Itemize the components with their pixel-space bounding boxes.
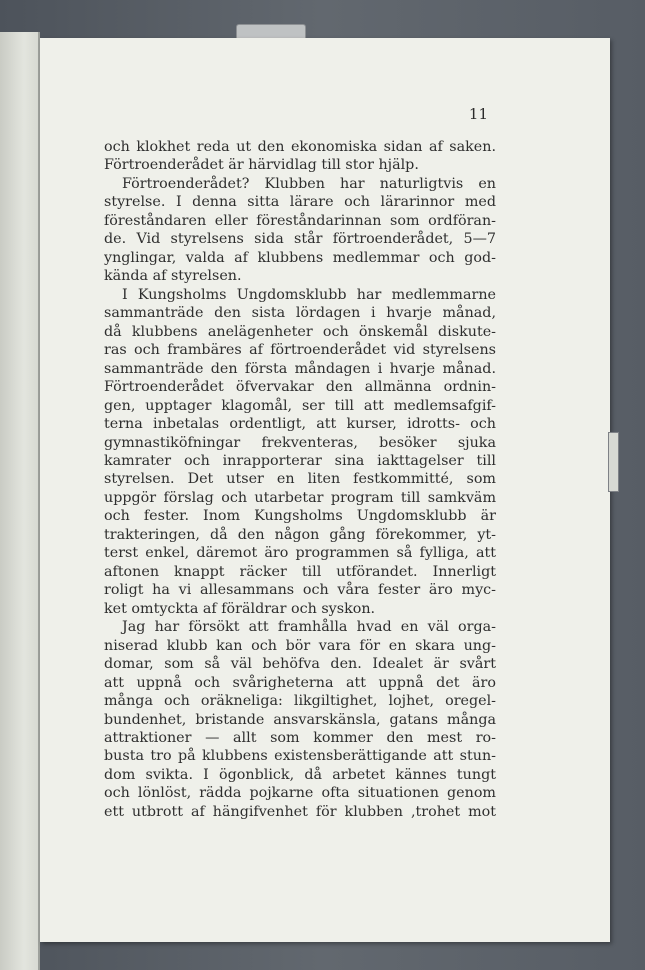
text-line: busta tro på klubbens existensberättigande att stun- <box>104 748 496 765</box>
page-edge-tab <box>608 432 619 492</box>
text-line: styrelse. I denna sitta lärare och lärarinnor med <box>104 194 496 211</box>
text-line: ett utbrott af hängifvenhet för klubben ,trohet mot <box>104 803 496 820</box>
text-line: och fester. Inom Kungsholms Ungdomsklubb är <box>104 508 496 525</box>
facing-page-edge <box>0 32 40 970</box>
text-line: attraktioner — allt som kommer den mest ro- <box>104 730 496 746</box>
text-line: bundenhet, bristande ansvarskänsla, gatans många <box>104 711 496 728</box>
text-line: de. Vid styrelsens sida står förtroenderådet, 5—7 <box>104 231 496 248</box>
text-line: gen, upptager klagomål, ser till att medlemsafgif- <box>104 397 496 414</box>
text-line: Förtroenderådet? Klubben har naturligtvis en <box>122 175 496 192</box>
text-line: ket omtyckta af föräldrar och syskon. <box>104 600 376 617</box>
text-line: att uppnå och svårigheterna att uppnå det äro <box>104 674 496 691</box>
text-line: sammanträde den sista lördagen i hvarje månad, <box>104 305 496 322</box>
text-line: terna inbetalas ordentligt, att kurser, idrotts- och <box>104 416 496 433</box>
text-line: terst enkel, däremot äro programmen så fylliga, att <box>104 545 496 562</box>
text-line: föreståndaren eller föreståndarinnan som ordföran- <box>104 212 496 229</box>
text-line: roligt ha vi allesammans och våra fester äro myc- <box>104 582 496 599</box>
text-line: styrelsen. Det utser en liten festkommitté, som <box>104 471 496 488</box>
text-line: uppgör förslag och utarbetar program till samkväm <box>104 489 496 506</box>
text-line: Förtroenderådet är härvidlag till stor hjälp. <box>104 157 419 174</box>
text-line: niserad klubb kan och bör vara för en skara ung- <box>104 637 496 654</box>
text-line: ras och frambäres af förtroenderådet vid styrelsens <box>104 342 496 359</box>
text-line: Förtroenderådet öfvervakar den allmänna ordnin- <box>104 379 496 396</box>
page-number: 11 <box>468 105 488 123</box>
text-line: många och oräkneliga: likgiltighet, lojhet, oregel- <box>104 693 496 710</box>
book-page <box>40 38 610 942</box>
text-line: trakteringen, då den någon gång förekommer, yt- <box>104 526 496 543</box>
text-line: gymnastiköfningar frekventeras, besöker sjuka <box>104 434 496 451</box>
text-line: ynglingar, valda af klubbens medlemmar och god- <box>104 249 496 266</box>
text-line: och klokhet reda ut den ekonomiska sidan af saken. <box>104 139 496 155</box>
text-line: då klubbens anelägenheter och önskemål diskute- <box>104 323 496 340</box>
text-line: domar, som så väl behöfva den. Idealet är svårt <box>104 656 496 673</box>
text-line: kamrater och inrapporterar sina iakttagelser till <box>104 452 496 469</box>
text-line: aftonen knappt räcker till utförandet. Innerligt <box>104 563 496 580</box>
text-line: dom svikta. I ögonblick, då arbetet kännes tungt <box>104 766 496 783</box>
text-line: och lönlöst, rädda pojkarne ofta situationen genom <box>104 785 496 802</box>
body-text <box>104 138 496 821</box>
text-line: I Kungsholms Ungdomsklubb har medlemmarne <box>122 286 496 303</box>
text-line: kända af styrelsen. <box>104 268 242 285</box>
text-line: sammanträde den första måndagen i hvarje månad. <box>104 360 496 377</box>
text-line: Jag har försökt att framhålla hvad en väl orga- <box>122 619 496 636</box>
